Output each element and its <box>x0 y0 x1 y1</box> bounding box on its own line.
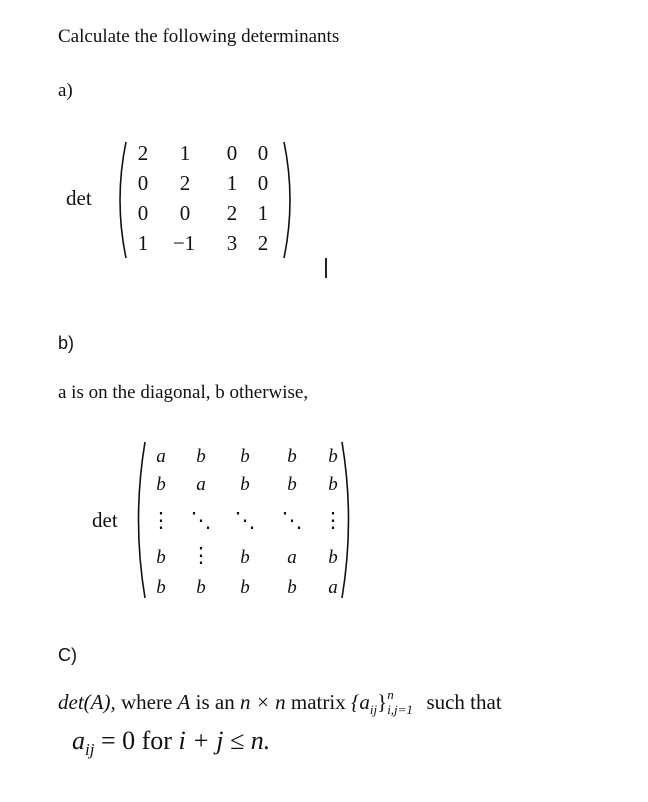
part-c-label: C) <box>58 645 77 665</box>
matrix-b-cell: ⋮ <box>150 508 172 532</box>
matrix-b-cell: a <box>196 474 206 495</box>
part-c-line-1 <box>58 687 502 718</box>
part-b-description: a is on the diagonal, b otherwise, <box>58 382 309 403</box>
set-element-subscript: ij <box>369 702 378 718</box>
matrix-a-cell: 0 <box>257 141 269 165</box>
matrix-a-cell: 0 <box>137 171 149 195</box>
matrix-b-cell: ⋮ <box>190 543 212 567</box>
matrix-b-cell: b <box>328 547 338 568</box>
set-upper-index: n <box>387 687 394 703</box>
set-index-range <box>387 687 421 718</box>
matrix-a-cell: 3 <box>226 231 238 255</box>
matrix-b-cell: b <box>240 474 250 495</box>
set-lower-index: i,j=1 <box>387 702 413 718</box>
matrix-b-cell: b <box>156 577 166 598</box>
a-ij-subscript: ij <box>85 740 95 760</box>
matrix-b-cell: b <box>156 547 166 568</box>
part-c-such-that: such that <box>426 690 502 714</box>
matrix-a-cell: 0 <box>179 201 191 225</box>
matrix-b-cell: b <box>328 474 338 495</box>
matrix-b-cell: b <box>328 446 338 467</box>
matrix-a-cell: 0 <box>137 201 149 225</box>
matrix-b-cell: b <box>156 474 166 495</box>
part-c-equals-zero: = 0 for <box>100 726 172 755</box>
part-c-word-where: where <box>120 690 173 714</box>
matrix-a-cell: 1 <box>137 231 149 255</box>
part-a-label: a) <box>58 80 73 101</box>
matrix-b-cell: b <box>240 577 250 598</box>
matrix-b-cell: a <box>287 547 297 568</box>
set-close: } <box>377 690 388 714</box>
matrix-a-cell: 1 <box>257 201 269 225</box>
part-b-label: b) <box>58 333 75 353</box>
matrix-b-cell: b <box>240 547 250 568</box>
matrix-b-cell: ⋱ <box>281 508 303 532</box>
det-a-expression: det(A), <box>58 690 116 714</box>
matrix-a-cell: 2 <box>137 141 149 165</box>
matrix-symbol: A <box>177 690 191 714</box>
part-c-condition: i + j ≤ n. <box>178 726 271 755</box>
matrix-b-cell: a <box>328 577 338 598</box>
matrix-a-cell: 2 <box>179 171 191 195</box>
part-b-det-label: det <box>92 508 118 532</box>
matrix-size: n × n <box>239 690 286 714</box>
part-a-right-paren <box>280 140 300 260</box>
part-a-det-label: det <box>66 186 92 210</box>
set-open: $\{a_{ij}\}$ <box>350 690 388 718</box>
matrix-a-cell: 0 <box>226 141 238 165</box>
matrix-a-cell: 2 <box>257 231 269 255</box>
matrix-b-cell: b <box>196 577 206 598</box>
matrix-b-cell: ⋮ <box>322 508 344 532</box>
part-c-word-matrix: matrix <box>290 690 346 714</box>
matrix-b-cell: b <box>196 446 206 467</box>
page-title: Calculate the following determinants <box>58 26 340 47</box>
a-ij-symbol: a <box>72 726 85 755</box>
matrix-b-cell: ⋱ <box>190 508 212 532</box>
matrix-b-cell: b <box>287 474 297 495</box>
matrix-b-cell: b <box>287 446 297 467</box>
matrix-b-cell: b <box>287 577 297 598</box>
matrix-a-cell: 1 <box>179 141 191 165</box>
matrix-b-cell: b <box>240 446 250 467</box>
matrix-b-cell: a <box>156 446 166 467</box>
matrix-a-cell: −1 <box>172 231 196 255</box>
matrix-a-cell: 0 <box>257 171 269 195</box>
part-c-word-is-an: is an <box>195 690 235 714</box>
text-cursor <box>325 258 327 278</box>
part-c-line-2 <box>72 726 270 760</box>
matrix-b-cell: ⋱ <box>234 508 256 532</box>
matrix-a-cell: 2 <box>226 201 238 225</box>
matrix-a-cell: 1 <box>226 171 238 195</box>
